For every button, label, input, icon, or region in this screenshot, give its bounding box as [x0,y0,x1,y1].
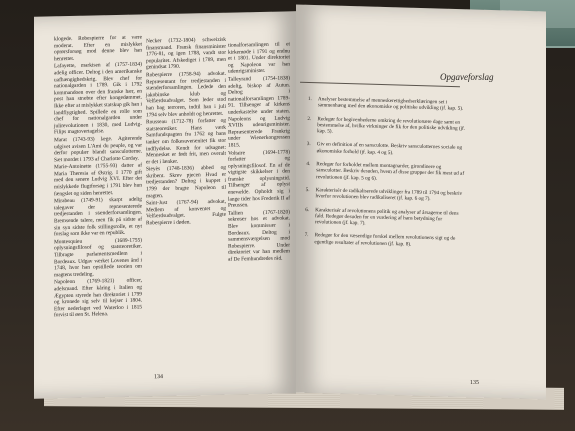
entry: Saint-Just (1767-94) advokat, Medlem af konventet og Velfærdsudvalget. Fulgte Robespierre i døden. [146,198,226,227]
left-column-3 [228,41,290,264]
left-page [34,11,296,398]
task-list [304,96,468,256]
task-item: 3. Giv en definition af en sansculotte. Beskriv sansculotternes sociale og økonomiske forhold (jf. kap. 4 og 5). [306,141,463,156]
entry: klogede. Robespierre for at være moderat. Efter en mislykket oprørsforsøg mod denne blev han henrettet. [54,34,142,63]
entry: Voltaire (1694-1778) forfatter og oplysningsfilosof. En af de vigtigste skikkelser i den franske oplysningstid. Tilhænger af oplyst enevælde. Opholdt sig i lange tider hos Frederik II af Preussen. [228,148,290,209]
entry: Montesquieu (1689-1755) oplysningsfilosof og statsteoretiker. Tilbragte parlamentsmedlem i Bordeaux. Udgav værket Lovenes ånd i 1748, hvor han opstillede teorien om magtens tredeling. [54,237,142,279]
page-number-left: 134 [154,374,163,381]
entry: Lafayette, markisen af (1757-1834) adelig officer. Deltog i den amerikanske uafhængighedskrig. Blev chef for nationalgarden i 1789. Gik i 1792 kommandoen over den franske hær, en post han stræbte efter kongedømmet. Ikke efter at mislykket statskup gik han i landflygtighed. Spillede en rolle som chef for nationalgarden under julirevolutionen i 1830, med Ludvig-Filips magtovertagelse. [54,61,142,136]
left-column-2 [146,37,226,228]
entry: Napoleon (1769-1821) officer, adelsmand. Efter kåring i Italien og Ægypten styrede han direktoriet i 1799 og kronede sig selv til kejser i 1804. Efter nederlaget ved Waterloo i 1815 forvist til øen St. Helena. [54,277,142,319]
entry: Sieyès (1748-1836) abbed og skribent. Skrev pjecen Hvad er tredjestanden? Deltog i kuppet i 1799 der bragte Napoleon til magten. [146,165,226,200]
entry: tionalforsamlingen til et kirkemøde i 1791 og endnu et i 1801. Under direktoriet og Napoleon var han udenrigsminister. [228,41,290,76]
entry: Tallien (1767-1820) sekretær hos et advokat. Blev kommissær i Bordeaux. Deltog i sammensværgelsen mod Robespierre. Under direktoriet var han medlem af De Femhundredes råd. [228,209,290,263]
entry: Mirabeau (1749-91) skarpt adelig talegaver der repræsenterede tredjestanden i stænderforsamlingen. Bremsende talere, men fik på sidste af sin syn sidste folk stillingsrolle, et nyt forslag som ikke var en republik. [54,196,142,238]
task-item: 1. Analyser bestemmelse af menneskerettighedserklæringen set i sammenhæng med den økonomiske og politiske udvikling (jf. kap. 5). [307,96,464,113]
task-item: 5. Karakterisér de radikaliserede udviklinger fra 1789 til 1794 og beskriv hvorfor revolutionen blev radikaliseret (jf. kap. 6 og 7). [305,186,463,203]
task-item: 6. Karakterisér af revolutionens politik og analyser af årsagerne til dens fald. Redegør desuden for en vurdering af hans betydning for revolutionen (jf. kap. 7). [305,206,459,227]
entry: Necker (1732-1804) schweizisk finansmand. Fransk finansminister 1776-81, og igen 1788, vandt stor popularitet. Afskediget i 1789, men genindsat 1790. [146,36,226,71]
task-item: 2. Redegør for begivenhederne omkring de revolutionære dage samt en bestemmelse af, hvilke virkninger de fik for den politiske udvikling (jf. kap. 5). [307,115,466,135]
entry: Robespierre (1758-94) advokat. Repræsentant for tredjestanden i stænderforsamlingen. Ledede den jakobinske klub og Velfærdsudvalget. Som leder stod han bag terroren, indtil han i juli 1794 selv blev anholdt og henrettet. [146,70,226,118]
page-number-right: 135 [470,380,479,386]
entry: Talleyrand (1754-1838) adelig, biskop af Autun. Deltog i nationalforsamlingen 1789-91. Tilhænger af kirkens underkastelse under staten. Napoleons og Ludvig XVIIIs udenrigsminister. Repræsenterede Frankrig under Wienerkongressen 1815. [228,75,290,149]
entry: Rousseau (1712-78) forfatter og statsteoretiker. Hans værk Samfundspagten fra 1762 og hans tanker om folkesuverænitet fik stor indflydelse. Kendt for udsagnet: Mennesket er født frit, men overalt er det i lænker. [146,117,226,166]
left-column-1 [54,34,142,320]
open-book [34,6,562,408]
entry: Marat (1743-93) læge. Agiterende udgivet avisen L'Ami du peuple, og var derfor populær blandt sansculotterne. Sæt mordet i 1793 af Charlotte Corday. [54,135,142,164]
task-item: 7. Redegør for den væsentlige forskel mellem revolutionens sigt og de egentlige resultater af revolutionen (jf. kap. 8). [304,232,456,248]
page-heading: Opgaveforslag [440,72,494,82]
entry: Marie-Antoinette (1755-93) datter af Maria Theresia af Østrig. I 1770 gift med den senere Ludvig XVI. Efter det mislykkede flugtforsøg i 1791 blev hun fængslet og siden henrettet. [54,162,142,197]
task-item: 4. Redegør for forholdet mellem montagnarder, girondinere og sansculotter. Beskriv desuden, hvem af disse grupper der fik mest ud af revolutionen (jf. kap. 5 og 6). [306,161,465,182]
